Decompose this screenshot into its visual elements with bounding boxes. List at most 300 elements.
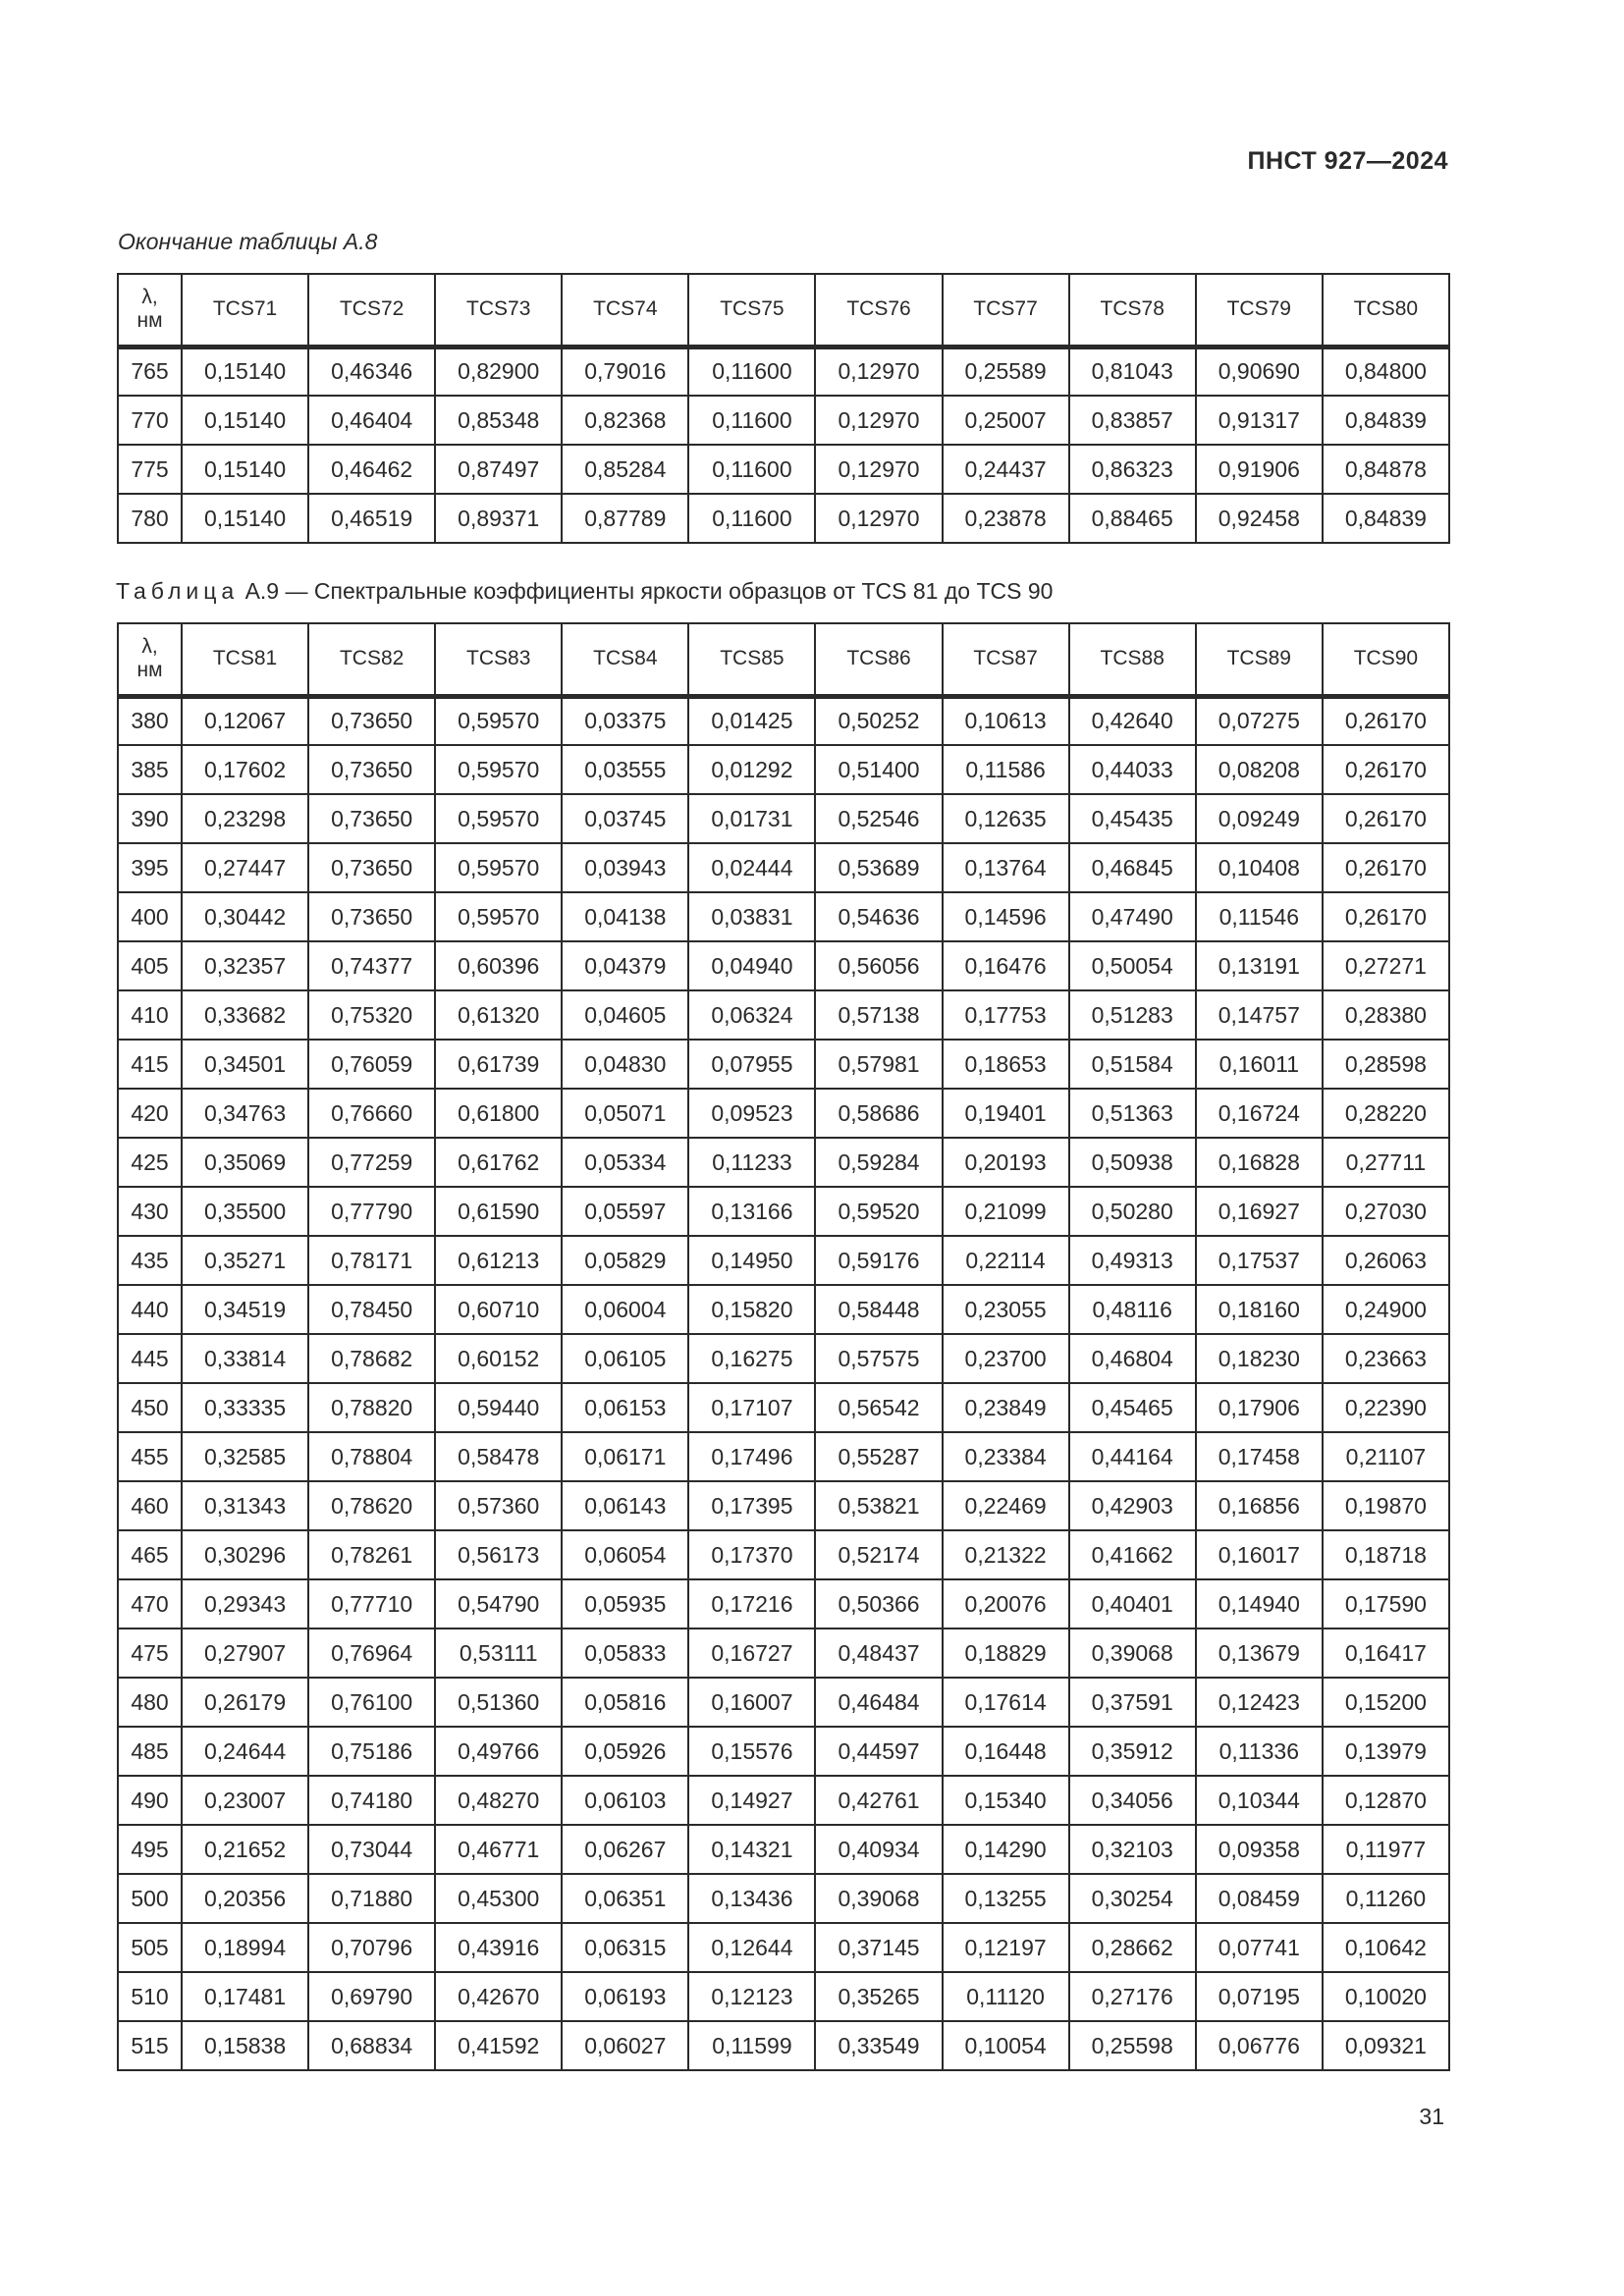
value-cell: 0,34501	[182, 1040, 308, 1089]
wavelength-cell: 445	[118, 1334, 182, 1383]
table-row	[118, 445, 1449, 494]
value-cell: 0,14940	[1196, 1579, 1323, 1629]
wavelength-header	[118, 623, 182, 696]
wavelength-cell: 495	[118, 1825, 182, 1874]
table-row	[118, 696, 1449, 745]
value-cell: 0,57575	[815, 1334, 942, 1383]
wavelength-cell: 485	[118, 1727, 182, 1776]
value-cell: 0,17458	[1196, 1432, 1323, 1481]
value-cell: 0,86323	[1069, 445, 1196, 494]
value-cell: 0,43916	[435, 1923, 562, 1972]
value-cell: 0,14290	[943, 1825, 1069, 1874]
value-cell: 0,03943	[562, 843, 688, 892]
value-cell: 0,53111	[435, 1629, 562, 1678]
wavelength-cell: 465	[118, 1530, 182, 1579]
value-cell: 0,23298	[182, 794, 308, 843]
value-cell: 0,07195	[1196, 1972, 1323, 2021]
value-cell: 0,51283	[1069, 990, 1196, 1040]
value-cell: 0,54790	[435, 1579, 562, 1629]
value-cell: 0,07275	[1196, 696, 1323, 745]
value-cell: 0,76059	[308, 1040, 435, 1089]
value-cell: 0,06105	[562, 1334, 688, 1383]
value-cell: 0,35265	[815, 1972, 942, 2021]
value-cell: 0,73650	[308, 794, 435, 843]
table-row	[118, 1776, 1449, 1825]
value-cell: 0,32585	[182, 1432, 308, 1481]
value-cell: 0,16727	[688, 1629, 815, 1678]
wavelength-cell: 515	[118, 2021, 182, 2070]
column-header: TCS86	[815, 623, 942, 696]
value-cell: 0,51360	[435, 1678, 562, 1727]
table-row	[118, 745, 1449, 794]
value-cell: 0,82900	[435, 347, 562, 396]
value-cell: 0,11977	[1323, 1825, 1449, 1874]
value-cell: 0,20193	[943, 1138, 1069, 1187]
value-cell: 0,42670	[435, 1972, 562, 2021]
value-cell: 0,11600	[688, 347, 815, 396]
value-cell: 0,75320	[308, 990, 435, 1040]
value-cell: 0,14321	[688, 1825, 815, 1874]
column-header: TCS81	[182, 623, 308, 696]
value-cell: 0,20076	[943, 1579, 1069, 1629]
table-row	[118, 1481, 1449, 1530]
wavelength-cell: 405	[118, 941, 182, 990]
value-cell: 0,30254	[1069, 1874, 1196, 1923]
value-cell: 0,17753	[943, 990, 1069, 1040]
value-cell: 0,50366	[815, 1579, 942, 1629]
column-header: TCS76	[815, 274, 942, 347]
value-cell: 0,53821	[815, 1481, 942, 1530]
wavelength-cell: 780	[118, 494, 182, 543]
table-row	[118, 1089, 1449, 1138]
table-row	[118, 843, 1449, 892]
value-cell: 0,11546	[1196, 892, 1323, 941]
value-cell: 0,14757	[1196, 990, 1323, 1040]
value-cell: 0,27907	[182, 1629, 308, 1678]
value-cell: 0,17496	[688, 1432, 815, 1481]
table-a9	[117, 622, 1450, 2071]
value-cell: 0,04605	[562, 990, 688, 1040]
table-row	[118, 2021, 1449, 2070]
value-cell: 0,56056	[815, 941, 942, 990]
value-cell: 0,15140	[182, 347, 308, 396]
value-cell: 0,05833	[562, 1629, 688, 1678]
value-cell: 0,46845	[1069, 843, 1196, 892]
value-cell: 0,49766	[435, 1727, 562, 1776]
value-cell: 0,10344	[1196, 1776, 1323, 1825]
value-cell: 0,05334	[562, 1138, 688, 1187]
wavelength-cell: 490	[118, 1776, 182, 1825]
value-cell: 0,46771	[435, 1825, 562, 1874]
value-cell: 0,14596	[943, 892, 1069, 941]
value-cell: 0,54636	[815, 892, 942, 941]
value-cell: 0,32357	[182, 941, 308, 990]
value-cell: 0,06027	[562, 2021, 688, 2070]
table-a9-caption-label: Таблица	[116, 578, 240, 604]
value-cell: 0,50280	[1069, 1187, 1196, 1236]
value-cell: 0,22390	[1323, 1383, 1449, 1432]
value-cell: 0,21322	[943, 1530, 1069, 1579]
value-cell: 0,05926	[562, 1727, 688, 1776]
value-cell: 0,10054	[943, 2021, 1069, 2070]
value-cell: 0,26170	[1323, 745, 1449, 794]
value-cell: 0,77710	[308, 1579, 435, 1629]
value-cell: 0,27447	[182, 843, 308, 892]
value-cell: 0,46519	[308, 494, 435, 543]
lambda-unit: нм	[136, 659, 163, 682]
wavelength-cell: 410	[118, 990, 182, 1040]
value-cell: 0,78682	[308, 1334, 435, 1383]
value-cell: 0,11260	[1323, 1874, 1449, 1923]
value-cell: 0,35271	[182, 1236, 308, 1285]
lambda-unit: нм	[136, 309, 163, 333]
value-cell: 0,33814	[182, 1334, 308, 1383]
value-cell: 0,11600	[688, 445, 815, 494]
wavelength-cell: 380	[118, 696, 182, 745]
value-cell: 0,15576	[688, 1727, 815, 1776]
value-cell: 0,41592	[435, 2021, 562, 2070]
value-cell: 0,16724	[1196, 1089, 1323, 1138]
value-cell: 0,06351	[562, 1874, 688, 1923]
value-cell: 0,82368	[562, 396, 688, 445]
value-cell: 0,16448	[943, 1727, 1069, 1776]
value-cell: 0,10613	[943, 696, 1069, 745]
value-cell: 0,22114	[943, 1236, 1069, 1285]
value-cell: 0,19870	[1323, 1481, 1449, 1530]
value-cell: 0,11586	[943, 745, 1069, 794]
value-cell: 0,12970	[815, 396, 942, 445]
value-cell: 0,11233	[688, 1138, 815, 1187]
wavelength-cell: 475	[118, 1629, 182, 1678]
column-header: TCS74	[562, 274, 688, 347]
value-cell: 0,35500	[182, 1187, 308, 1236]
value-cell: 0,25589	[943, 347, 1069, 396]
value-cell: 0,16011	[1196, 1040, 1323, 1089]
table-row	[118, 990, 1449, 1040]
column-header: TCS77	[943, 274, 1069, 347]
wavelength-header	[118, 274, 182, 347]
value-cell: 0,56542	[815, 1383, 942, 1432]
wavelength-cell: 470	[118, 1579, 182, 1629]
value-cell: 0,13166	[688, 1187, 815, 1236]
value-cell: 0,77790	[308, 1187, 435, 1236]
table-header-row	[118, 274, 1449, 347]
value-cell: 0,77259	[308, 1138, 435, 1187]
value-cell: 0,59570	[435, 843, 562, 892]
value-cell: 0,23055	[943, 1285, 1069, 1334]
value-cell: 0,76100	[308, 1678, 435, 1727]
value-cell: 0,44597	[815, 1727, 942, 1776]
wavelength-cell: 775	[118, 445, 182, 494]
value-cell: 0,35069	[182, 1138, 308, 1187]
value-cell: 0,33549	[815, 2021, 942, 2070]
value-cell: 0,11600	[688, 494, 815, 543]
value-cell: 0,69790	[308, 1972, 435, 2021]
value-cell: 0,60396	[435, 941, 562, 990]
value-cell: 0,87497	[435, 445, 562, 494]
value-cell: 0,91317	[1196, 396, 1323, 445]
value-cell: 0,73044	[308, 1825, 435, 1874]
value-cell: 0,12870	[1323, 1776, 1449, 1825]
column-header: TCS88	[1069, 623, 1196, 696]
value-cell: 0,12197	[943, 1923, 1069, 1972]
value-cell: 0,91906	[1196, 445, 1323, 494]
value-cell: 0,18994	[182, 1923, 308, 1972]
value-cell: 0,46404	[308, 396, 435, 445]
value-cell: 0,21107	[1323, 1432, 1449, 1481]
value-cell: 0,23878	[943, 494, 1069, 543]
value-cell: 0,13255	[943, 1874, 1069, 1923]
wavelength-cell: 420	[118, 1089, 182, 1138]
value-cell: 0,17614	[943, 1678, 1069, 1727]
column-header: TCS83	[435, 623, 562, 696]
table-row	[118, 794, 1449, 843]
value-cell: 0,60710	[435, 1285, 562, 1334]
value-cell: 0,51584	[1069, 1040, 1196, 1089]
value-cell: 0,39068	[815, 1874, 942, 1923]
column-header: TCS85	[688, 623, 815, 696]
value-cell: 0,33682	[182, 990, 308, 1040]
value-cell: 0,42640	[1069, 696, 1196, 745]
value-cell: 0,17590	[1323, 1579, 1449, 1629]
column-header: TCS79	[1196, 274, 1323, 347]
value-cell: 0,49313	[1069, 1236, 1196, 1285]
wavelength-cell: 390	[118, 794, 182, 843]
column-header: TCS90	[1323, 623, 1449, 696]
value-cell: 0,15140	[182, 445, 308, 494]
table-row	[118, 1334, 1449, 1383]
value-cell: 0,34056	[1069, 1776, 1196, 1825]
value-cell: 0,22469	[943, 1481, 1069, 1530]
value-cell: 0,78450	[308, 1285, 435, 1334]
table-header-row	[118, 623, 1449, 696]
value-cell: 0,76660	[308, 1089, 435, 1138]
value-cell: 0,09358	[1196, 1825, 1323, 1874]
value-cell: 0,16927	[1196, 1187, 1323, 1236]
value-cell: 0,13979	[1323, 1727, 1449, 1776]
value-cell: 0,26179	[182, 1678, 308, 1727]
value-cell: 0,37145	[815, 1923, 942, 1972]
value-cell: 0,13679	[1196, 1629, 1323, 1678]
value-cell: 0,16828	[1196, 1138, 1323, 1187]
value-cell: 0,85284	[562, 445, 688, 494]
value-cell: 0,06143	[562, 1481, 688, 1530]
value-cell: 0,08459	[1196, 1874, 1323, 1923]
value-cell: 0,17906	[1196, 1383, 1323, 1432]
value-cell: 0,06103	[562, 1776, 688, 1825]
value-cell: 0,78620	[308, 1481, 435, 1530]
value-cell: 0,10408	[1196, 843, 1323, 892]
value-cell: 0,06776	[1196, 2021, 1323, 2070]
value-cell: 0,46484	[815, 1678, 942, 1727]
value-cell: 0,21099	[943, 1187, 1069, 1236]
value-cell: 0,11120	[943, 1972, 1069, 2021]
value-cell: 0,03555	[562, 745, 688, 794]
value-cell: 0,05597	[562, 1187, 688, 1236]
value-cell: 0,18653	[943, 1040, 1069, 1089]
column-header: TCS82	[308, 623, 435, 696]
value-cell: 0,12970	[815, 494, 942, 543]
value-cell: 0,88465	[1069, 494, 1196, 543]
value-cell: 0,90690	[1196, 347, 1323, 396]
table-row	[118, 1285, 1449, 1334]
value-cell: 0,04830	[562, 1040, 688, 1089]
value-cell: 0,09249	[1196, 794, 1323, 843]
value-cell: 0,46804	[1069, 1334, 1196, 1383]
value-cell: 0,39068	[1069, 1629, 1196, 1678]
table-row	[118, 1825, 1449, 1874]
value-cell: 0,03745	[562, 794, 688, 843]
table-row	[118, 1530, 1449, 1579]
value-cell: 0,06054	[562, 1530, 688, 1579]
value-cell: 0,40934	[815, 1825, 942, 1874]
value-cell: 0,92458	[1196, 494, 1323, 543]
value-cell: 0,04379	[562, 941, 688, 990]
value-cell: 0,16476	[943, 941, 1069, 990]
value-cell: 0,01292	[688, 745, 815, 794]
value-cell: 0,06267	[562, 1825, 688, 1874]
value-cell: 0,18829	[943, 1629, 1069, 1678]
value-cell: 0,75186	[308, 1727, 435, 1776]
value-cell: 0,84878	[1323, 445, 1449, 494]
value-cell: 0,07741	[1196, 1923, 1323, 1972]
value-cell: 0,78171	[308, 1236, 435, 1285]
column-header: TCS87	[943, 623, 1069, 696]
value-cell: 0,52546	[815, 794, 942, 843]
value-cell: 0,61590	[435, 1187, 562, 1236]
value-cell: 0,15140	[182, 396, 308, 445]
table-row	[118, 941, 1449, 990]
value-cell: 0,68834	[308, 2021, 435, 2070]
value-cell: 0,78804	[308, 1432, 435, 1481]
value-cell: 0,50054	[1069, 941, 1196, 990]
value-cell: 0,46462	[308, 445, 435, 494]
value-cell: 0,27271	[1323, 941, 1449, 990]
value-cell: 0,84839	[1323, 494, 1449, 543]
wavelength-cell: 505	[118, 1923, 182, 1972]
table-row	[118, 1236, 1449, 1285]
wavelength-cell: 385	[118, 745, 182, 794]
value-cell: 0,48116	[1069, 1285, 1196, 1334]
table-row	[118, 494, 1449, 543]
table-a8-continuation-caption: Окончание таблицы А.8	[118, 229, 378, 254]
wavelength-cell: 430	[118, 1187, 182, 1236]
value-cell: 0,61762	[435, 1138, 562, 1187]
value-cell: 0,50252	[815, 696, 942, 745]
value-cell: 0,10642	[1323, 1923, 1449, 1972]
value-cell: 0,16017	[1196, 1530, 1323, 1579]
value-cell: 0,29343	[182, 1579, 308, 1629]
value-cell: 0,45300	[435, 1874, 562, 1923]
value-cell: 0,79016	[562, 347, 688, 396]
value-cell: 0,61213	[435, 1236, 562, 1285]
value-cell: 0,26170	[1323, 892, 1449, 941]
column-header: TCS78	[1069, 274, 1196, 347]
value-cell: 0,73650	[308, 745, 435, 794]
lambda-symbol: λ,	[141, 286, 158, 309]
wavelength-cell: 770	[118, 396, 182, 445]
value-cell: 0,51363	[1069, 1089, 1196, 1138]
value-cell: 0,30442	[182, 892, 308, 941]
table-row	[118, 1187, 1449, 1236]
value-cell: 0,44164	[1069, 1432, 1196, 1481]
value-cell: 0,18160	[1196, 1285, 1323, 1334]
column-header: TCS71	[182, 274, 308, 347]
value-cell: 0,05071	[562, 1089, 688, 1138]
value-cell: 0,17602	[182, 745, 308, 794]
value-cell: 0,56173	[435, 1530, 562, 1579]
wavelength-cell: 415	[118, 1040, 182, 1089]
value-cell: 0,58478	[435, 1432, 562, 1481]
table-a9-caption	[116, 578, 1053, 605]
value-cell: 0,28598	[1323, 1040, 1449, 1089]
wavelength-cell: 510	[118, 1972, 182, 2021]
value-cell: 0,46346	[308, 347, 435, 396]
value-cell: 0,11600	[688, 396, 815, 445]
value-cell: 0,30296	[182, 1530, 308, 1579]
value-cell: 0,02444	[688, 843, 815, 892]
value-cell: 0,12067	[182, 696, 308, 745]
value-cell: 0,14950	[688, 1236, 815, 1285]
value-cell: 0,28380	[1323, 990, 1449, 1040]
value-cell: 0,76964	[308, 1629, 435, 1678]
value-cell: 0,18230	[1196, 1334, 1323, 1383]
value-cell: 0,45465	[1069, 1383, 1196, 1432]
value-cell: 0,20356	[182, 1874, 308, 1923]
value-cell: 0,15838	[182, 2021, 308, 2070]
value-cell: 0,12635	[943, 794, 1069, 843]
wavelength-cell: 400	[118, 892, 182, 941]
value-cell: 0,17370	[688, 1530, 815, 1579]
value-cell: 0,59570	[435, 745, 562, 794]
table-row	[118, 1972, 1449, 2021]
value-cell: 0,31343	[182, 1481, 308, 1530]
wavelength-cell: 435	[118, 1236, 182, 1285]
value-cell: 0,23663	[1323, 1334, 1449, 1383]
column-header: TCS84	[562, 623, 688, 696]
value-cell: 0,45435	[1069, 794, 1196, 843]
table-row	[118, 1727, 1449, 1776]
value-cell: 0,55287	[815, 1432, 942, 1481]
column-header: TCS89	[1196, 623, 1323, 696]
value-cell: 0,26063	[1323, 1236, 1449, 1285]
value-cell: 0,89371	[435, 494, 562, 543]
value-cell: 0,06171	[562, 1432, 688, 1481]
value-cell: 0,12123	[688, 1972, 815, 2021]
wavelength-cell: 765	[118, 347, 182, 396]
value-cell: 0,73650	[308, 696, 435, 745]
value-cell: 0,15820	[688, 1285, 815, 1334]
value-cell: 0,16417	[1323, 1629, 1449, 1678]
value-cell: 0,59176	[815, 1236, 942, 1285]
value-cell: 0,16275	[688, 1334, 815, 1383]
value-cell: 0,50938	[1069, 1138, 1196, 1187]
value-cell: 0,48270	[435, 1776, 562, 1825]
value-cell: 0,11336	[1196, 1727, 1323, 1776]
value-cell: 0,21652	[182, 1825, 308, 1874]
value-cell: 0,07955	[688, 1040, 815, 1089]
value-cell: 0,23384	[943, 1432, 1069, 1481]
wavelength-cell: 480	[118, 1678, 182, 1727]
value-cell: 0,27711	[1323, 1138, 1449, 1187]
value-cell: 0,12644	[688, 1923, 815, 1972]
value-cell: 0,58448	[815, 1285, 942, 1334]
value-cell: 0,57981	[815, 1040, 942, 1089]
table-row	[118, 1579, 1449, 1629]
value-cell: 0,06153	[562, 1383, 688, 1432]
value-cell: 0,84839	[1323, 396, 1449, 445]
value-cell: 0,01425	[688, 696, 815, 745]
